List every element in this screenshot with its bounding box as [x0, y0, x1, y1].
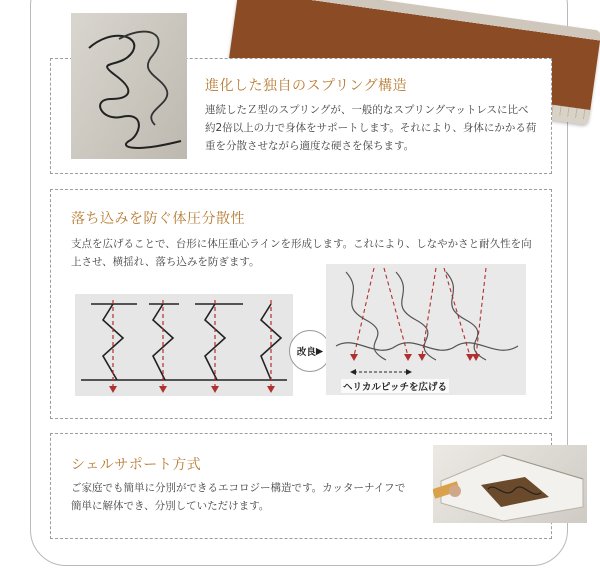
badge-label: 改良 [296, 347, 316, 358]
spring-diagram-before [75, 294, 293, 396]
section-pressure-distribution [50, 189, 552, 419]
section-text: 連続したＺ型のスプリングが、一般的なスプリングマットレスに比べ約2倍以上の力で身体をサポートします。それにより、身体にかかる荷重を分散させながら適度な硬さを保ちます。 [205, 104, 537, 152]
spring-diagram-after [326, 264, 526, 395]
section-text: 支点を広げることで、台形に体圧重心ラインを形成します。これにより、しなやかさと耐久性を向上させ、横揺れ、落ち込みを防ぎます。 [71, 238, 532, 268]
section-spring-structure [50, 58, 552, 174]
mattress-cutting-photo [433, 445, 587, 523]
section-title: 落ち込みを防ぐ体圧分散性 [71, 211, 245, 227]
helical-pitch-label: ヘリカルピッチを広げる [341, 379, 449, 393]
section-shell-support [50, 433, 552, 539]
section-title: シェルサポート方式 [71, 457, 202, 473]
section-text: ご家庭でも簡単に分別ができるエコロジー構造です。カッターナイフで簡単に解体でき、分別していただけます。 [71, 482, 406, 512]
section-title: 進化した独自のスプリング構造 [205, 78, 408, 94]
spring-photo [71, 13, 187, 159]
improved-badge: 改良 ▶ [289, 330, 331, 372]
